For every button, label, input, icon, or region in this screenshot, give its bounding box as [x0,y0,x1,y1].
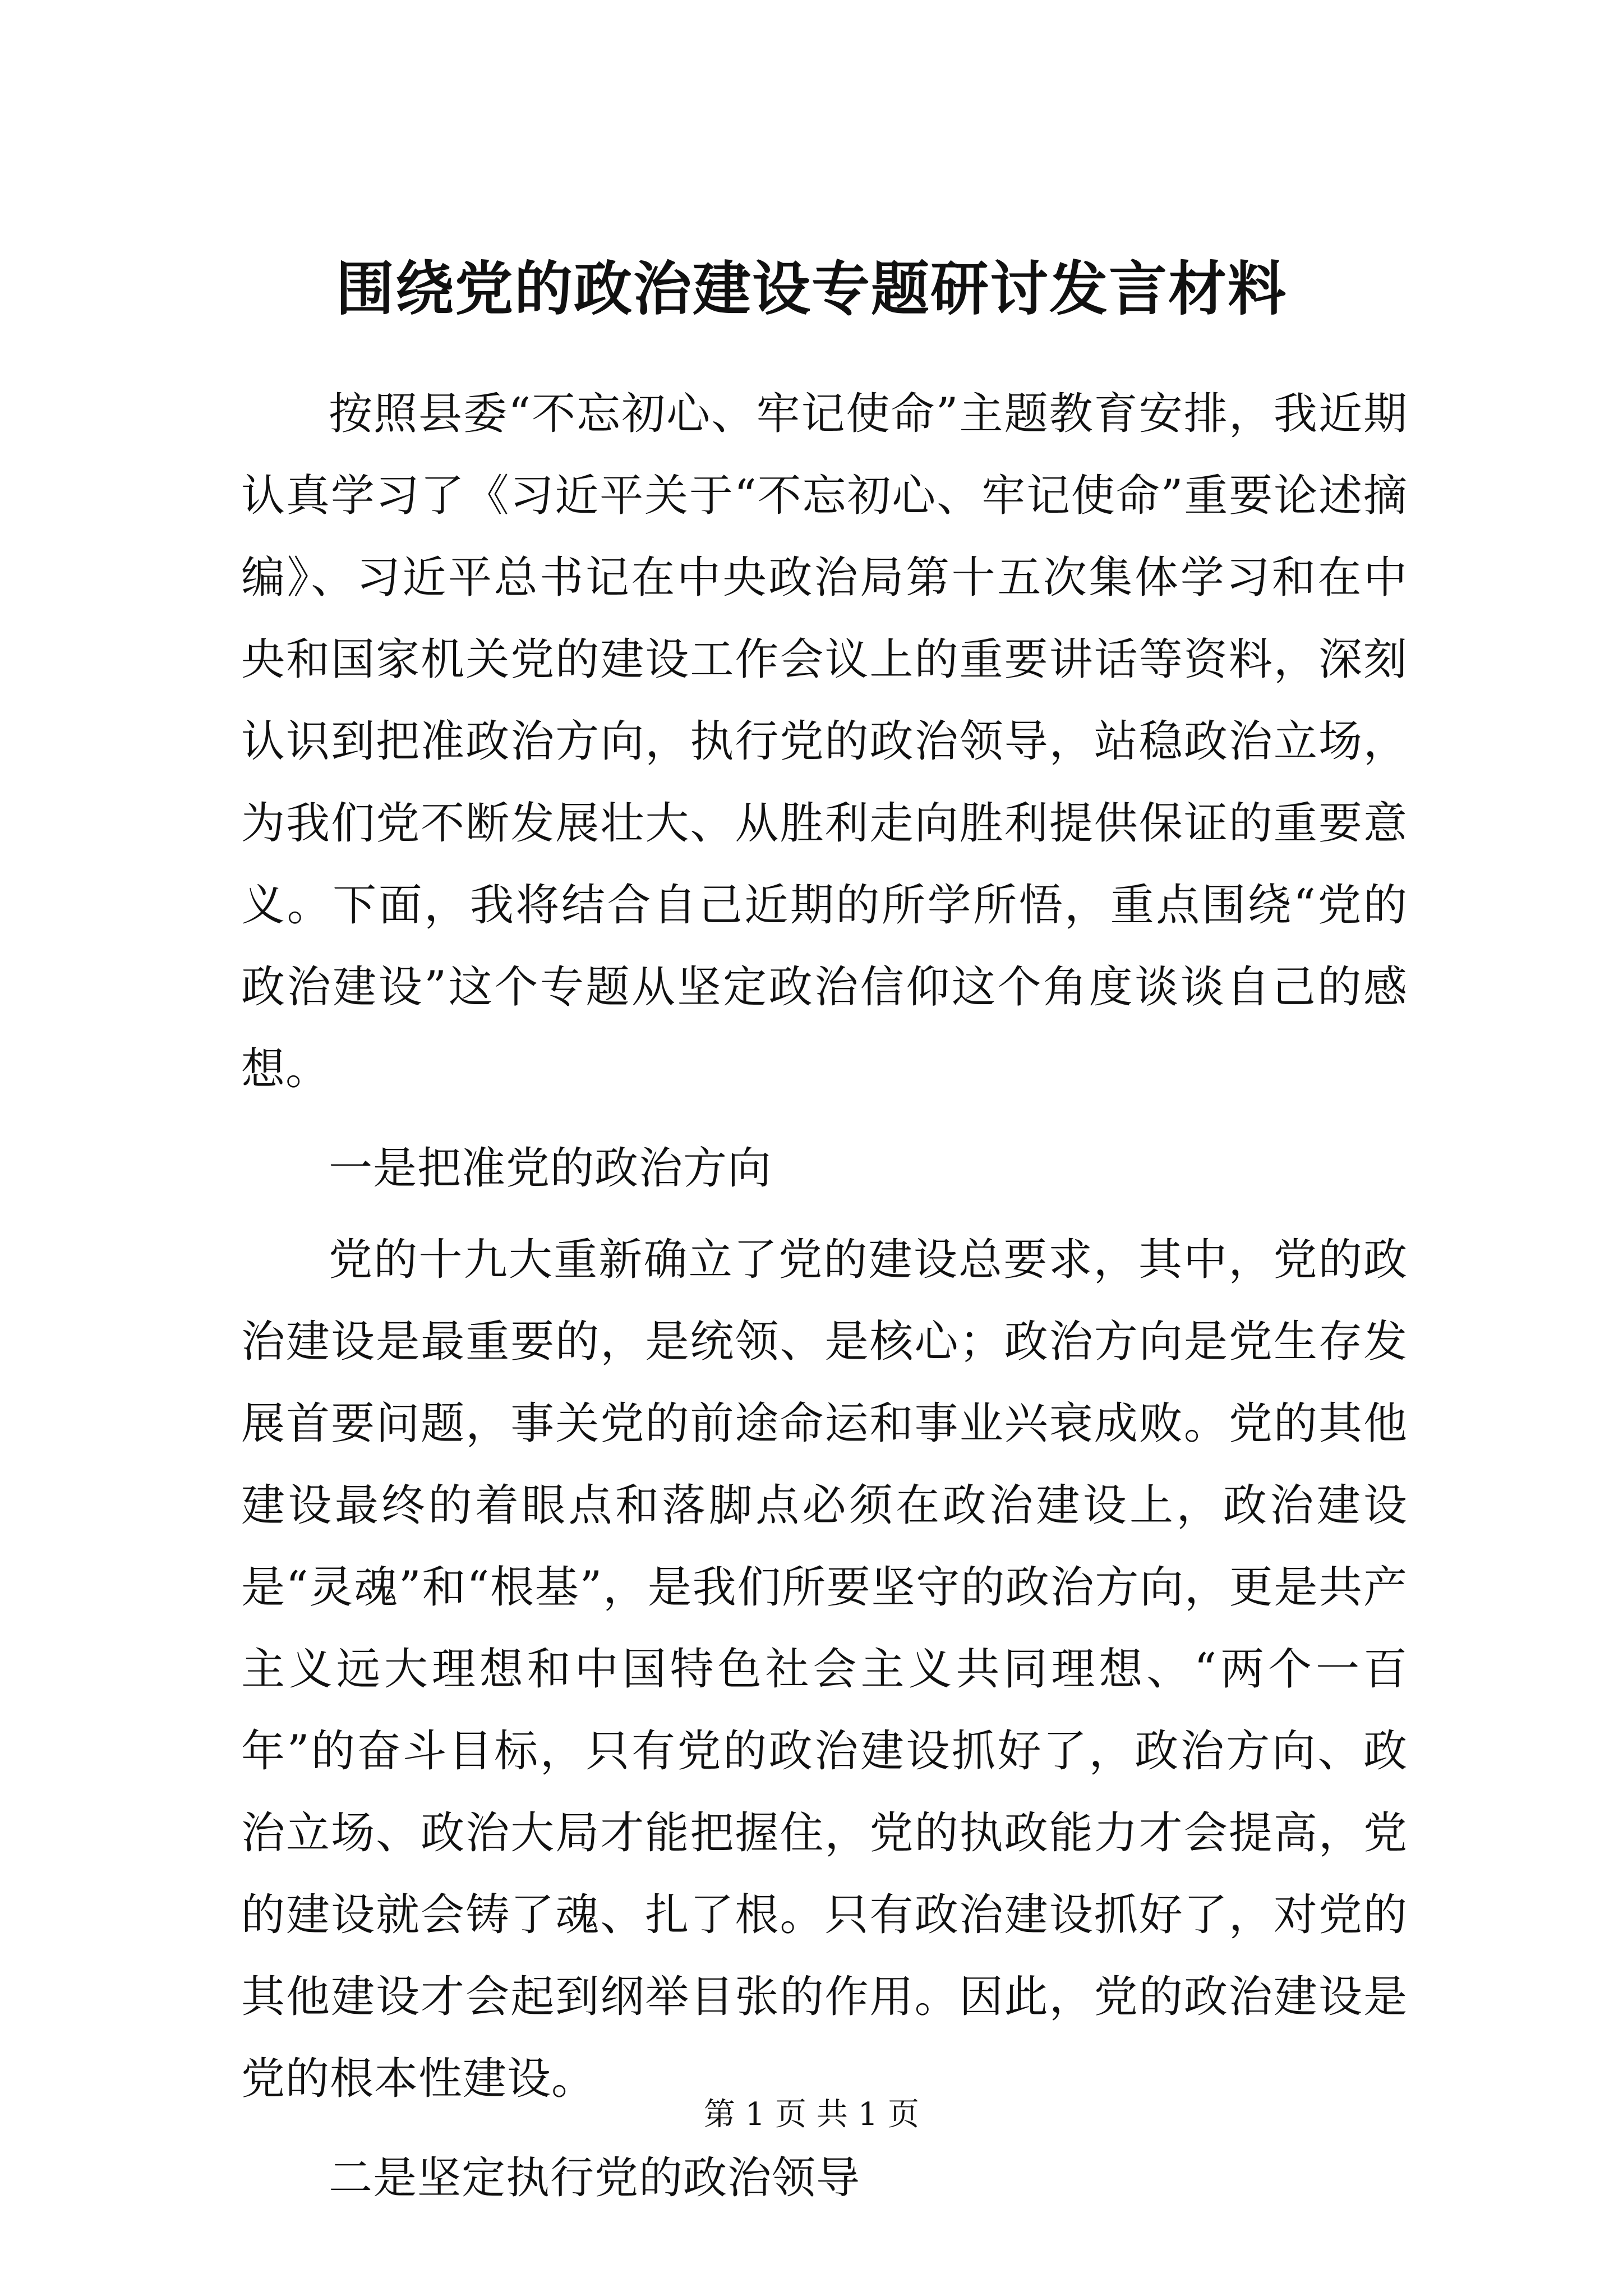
document-title: 围绕党的政治建设专题研讨发言材料 [335,254,1287,323]
section-1-paragraph: 党的十九大重新确立了党的建设总要求，其中，党的政治建设是最重要的，是统领、是核心；政治方向是党生存发展首要问题，事关党的前途命运和事业兴衰成败。党的其他建设最终的着眼点和落脚点必须在政治建设上，政治建设是“灵魂”和“根基”，是我们所要坚守的政治方向，更是共产主义远大理想和中国特色社会主义共同理想、“两个一百年”的奋斗目标，只有党的政治建设抓好了，政治方向、政治立场、政治大局才能把握住，党的执政能力才会提高，党的建设就会铸了魂、扎了根。只有政治建设抓好了，对党的其他建设才会起到纲举目张的作用。因此，党的政治建设是党的根本性建设。 [241,1235,1408,2104]
section-heading-1: 一是把准党的政治方向 [329,1143,772,1194]
intro-paragraph: 按照县委“不忘初心、牢记使命”主题教育安排，我近期认真学习了《习近平关于“不忘初心、牢记使命”重要论述摘编》、习近平总书记在中央政治局第十五次集体学习和在中央和国家机关党的建设工作会议上的重要讲话等资料，深刻认识到把准政治方向，执行党的政治领导，站稳政治立场，为我们党不断发展壮大、从胜利走向胜利提供保证的重要意义。下面，我将结合自己近期的所学所悟，重点围绕“党的政治建设”这个专题从坚定政治信仰这个角度谈谈自己的感想。 [241,389,1408,1094]
section-heading-2: 二是坚定执行党的政治领导 [329,2153,861,2203]
page-number-footer: 第 1 页 共 1 页 [703,2096,920,2133]
document-body [241,373,1408,2229]
